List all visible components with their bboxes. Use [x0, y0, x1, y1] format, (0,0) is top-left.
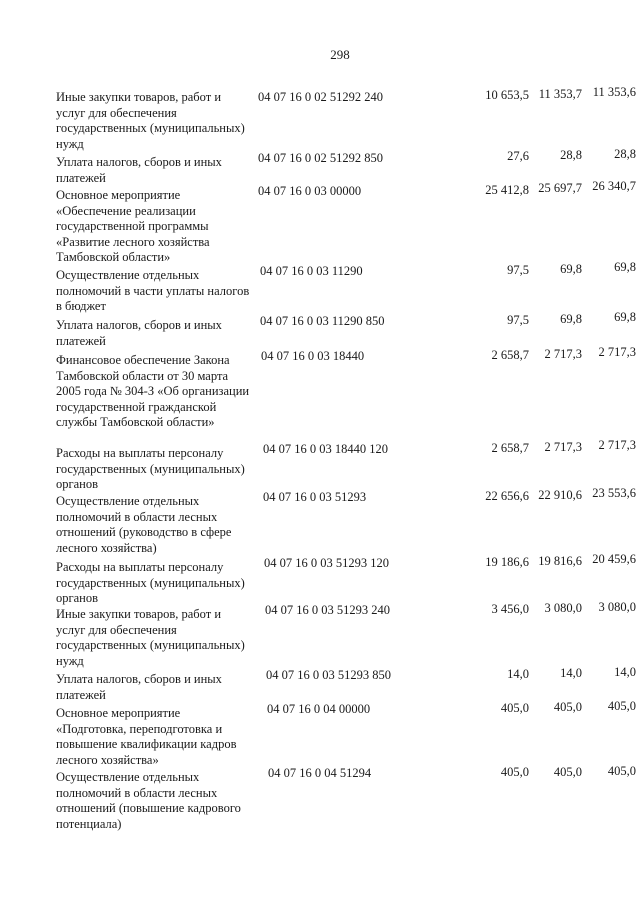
row-code: 04 07 16 0 04 00000	[267, 702, 371, 716]
value-2: 69,8	[560, 262, 582, 276]
row-code: 04 07 16 0 02 51292 240	[258, 90, 383, 104]
row-code: 04 07 16 0 03 11290	[260, 264, 363, 278]
value-2: 2 717,3	[544, 440, 582, 454]
value-2: 405,0	[553, 765, 582, 779]
value-3: 28,8	[614, 147, 636, 161]
value-1: 25 412,8	[485, 183, 529, 197]
value-1: 10 653,5	[485, 88, 529, 102]
value-1: 14,0	[507, 667, 529, 681]
value-3: 3 080,0	[598, 600, 636, 614]
row-name: Осуществление отдельных полномочий в области лесных отношений (повышение кадрового потенциала)	[56, 770, 241, 831]
row-name: Финансовое обеспечение Закона Тамбовской области от 30 марта 2005 года № 304-З «Об организации государственной гражданской службы Тамбовской области»	[56, 353, 250, 430]
row-name: Расходы на выплаты персоналу государственных (муниципальных) органов	[56, 446, 245, 492]
row-code: 04 07 16 0 02 51292 850	[258, 151, 383, 165]
value-2: 405,0	[553, 700, 582, 714]
row-name: Расходы на выплаты персоналу государственных (муниципальных) органов	[56, 560, 245, 606]
value-1: 97,5	[507, 313, 529, 327]
page-number: 298	[330, 47, 350, 62]
row-code: 04 07 16 0 03 51293 850	[266, 668, 391, 682]
value-2: 2 717,3	[544, 347, 582, 361]
row-code: 04 07 16 0 03 18440 120	[263, 442, 388, 456]
row-name: Уплата налогов, сборов и иных платежей	[56, 672, 222, 702]
row-code: 04 07 16 0 03 11290 850	[260, 314, 385, 328]
row-name: Основное мероприятие «Обеспечение реализации государственной программы «Развитие лесного хозяйства Тамбовской области»	[56, 188, 210, 265]
row-code: 04 07 16 0 04 51294	[268, 766, 372, 780]
value-2: 3 080,0	[544, 601, 582, 615]
value-1: 19 186,6	[485, 555, 529, 569]
value-3: 23 553,6	[592, 486, 636, 500]
row-code: 04 07 16 0 03 18440	[261, 349, 365, 363]
row-name: Осуществление отдельных полномочий в части уплаты налогов в бюджет	[56, 268, 250, 314]
value-1: 405,0	[500, 765, 529, 779]
value-1: 405,0	[500, 701, 529, 715]
value-3: 69,8	[614, 310, 636, 324]
row-name: Уплата налогов, сборов и иных платежей	[56, 155, 222, 185]
value-3: 11 353,6	[592, 85, 636, 99]
value-3: 2 717,3	[598, 438, 636, 452]
value-2: 14,0	[560, 666, 582, 680]
value-3: 20 459,6	[592, 552, 636, 566]
row-name: Осуществление отдельных полномочий в области лесных отношений (руководство в сфере лесного хозяйства)	[56, 494, 232, 555]
value-1: 2 658,7	[491, 348, 529, 362]
value-1: 3 456,0	[491, 602, 529, 616]
value-3: 405,0	[607, 764, 636, 778]
value-1: 22 656,6	[485, 489, 529, 503]
value-3: 2 717,3	[598, 345, 636, 359]
value-3: 14,0	[614, 665, 636, 679]
value-2: 22 910,6	[538, 488, 582, 502]
row-name: Иные закупки товаров, работ и услуг для обеспечения государственных (муниципальных) нужд	[56, 607, 245, 668]
row-name: Уплата налогов, сборов и иных платежей	[56, 318, 222, 348]
value-2: 11 353,7	[538, 87, 582, 101]
row-code: 04 07 16 0 03 51293 120	[264, 556, 389, 570]
row-name: Основное мероприятие «Подготовка, переподготовка и повышение квалификации кадров лесного хозяйства»	[56, 706, 237, 767]
value-3: 26 340,7	[592, 179, 636, 193]
value-1: 27,6	[507, 149, 529, 163]
value-1: 97,5	[507, 263, 529, 277]
value-3: 69,8	[614, 260, 636, 274]
value-3: 405,0	[607, 699, 636, 713]
value-2: 28,8	[560, 148, 582, 162]
row-code: 04 07 16 0 03 51293	[263, 490, 367, 504]
row-code: 04 07 16 0 03 00000	[258, 184, 362, 198]
value-2: 69,8	[560, 312, 582, 326]
row-code: 04 07 16 0 03 51293 240	[265, 603, 390, 617]
value-1: 2 658,7	[491, 441, 529, 455]
value-2: 25 697,7	[538, 181, 582, 195]
value-2: 19 816,6	[538, 554, 582, 568]
row-name: Иные закупки товаров, работ и услуг для обеспечения государственных (муниципальных) нужд	[56, 90, 245, 151]
